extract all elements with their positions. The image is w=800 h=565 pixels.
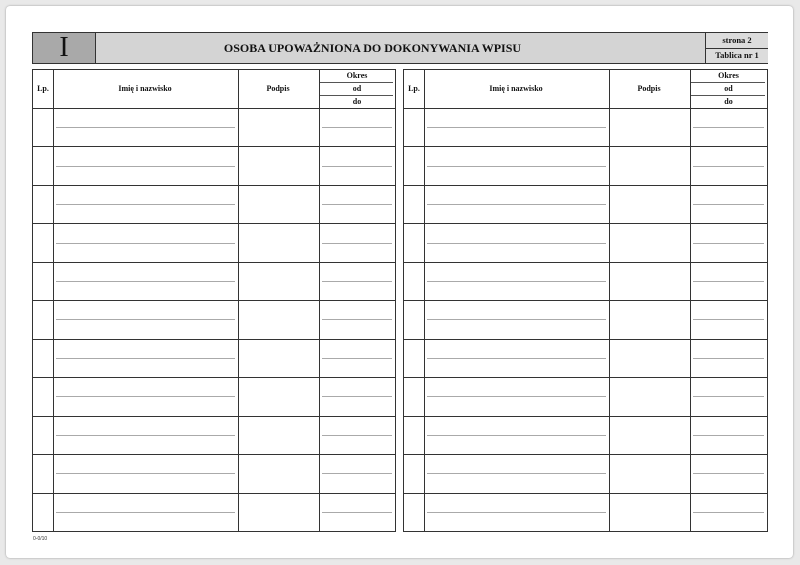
period-header-divider: [320, 95, 393, 96]
row-divider: [404, 493, 767, 494]
period-entry-line: [693, 204, 764, 205]
period-entry-line: [693, 396, 764, 397]
period-entry-line: [322, 243, 392, 244]
row-divider: [33, 300, 395, 301]
header-name: Imię i nazwisko: [489, 84, 543, 93]
name-entry-line: [427, 435, 606, 436]
period-entry-line: [322, 127, 392, 128]
header-page-info: [705, 33, 768, 63]
period-entry-line: [693, 358, 764, 359]
name-entry-line: [427, 281, 606, 282]
name-entry-line: [427, 166, 606, 167]
row-divider: [33, 185, 395, 186]
row-divider: [404, 146, 767, 147]
period-header-divider: [691, 82, 765, 83]
header-bottom-line: [33, 108, 395, 109]
name-entry-line: [56, 127, 235, 128]
page-number-label: strona 2: [706, 33, 768, 49]
header-from: od: [352, 84, 362, 93]
row-divider: [33, 454, 395, 455]
name-entry-line: [56, 243, 235, 244]
name-entry-line: [427, 396, 606, 397]
header-to: do: [724, 97, 733, 106]
period-entry-line: [322, 281, 392, 282]
name-entry-line: [427, 127, 606, 128]
row-divider: [404, 185, 767, 186]
row-divider: [33, 377, 395, 378]
row-divider: [404, 262, 767, 263]
row-divider: [33, 416, 395, 417]
name-entry-line: [56, 204, 235, 205]
name-entry-line: [56, 512, 235, 513]
name-entry-line: [56, 166, 235, 167]
form-code: 0-0/10: [33, 536, 48, 542]
name-entry-line: [56, 473, 235, 474]
name-entry-line: [427, 512, 606, 513]
name-entry-line: [56, 396, 235, 397]
period-entry-line: [693, 243, 764, 244]
header-lp: Lp.: [37, 84, 49, 93]
table-number-label: Tablica nr 1: [715, 50, 759, 60]
period-entry-line: [693, 435, 764, 436]
period-entry-line: [693, 281, 764, 282]
name-entry-line: [427, 319, 606, 320]
name-entry-line: [56, 435, 235, 436]
entries-table-right: [403, 69, 768, 532]
period-entry-line: [322, 166, 392, 167]
entries-table-left: [32, 69, 396, 532]
row-divider: [33, 339, 395, 340]
name-entry-line: [56, 358, 235, 359]
row-divider: [404, 339, 767, 340]
header-signature: Podpis: [637, 84, 661, 93]
row-divider: [404, 223, 767, 224]
header-to: do: [352, 97, 362, 106]
header-name: Imię i nazwisko: [118, 84, 172, 93]
row-divider: [33, 493, 395, 494]
period-entry-line: [693, 512, 764, 513]
row-divider: [404, 454, 767, 455]
form-title: OSOBA UPOWAŻNIONA DO DOKONYWANIA WPISU: [223, 41, 522, 55]
row-divider: [33, 146, 395, 147]
period-entry-line: [693, 166, 764, 167]
form-header: [32, 32, 768, 64]
period-entry-line: [322, 358, 392, 359]
header-from: od: [724, 84, 733, 93]
header-lp: Lp.: [408, 84, 420, 93]
name-entry-line: [56, 319, 235, 320]
name-entry-line: [56, 281, 235, 282]
name-entry-line: [427, 204, 606, 205]
period-entry-line: [322, 319, 392, 320]
name-entry-line: [427, 473, 606, 474]
row-divider: [33, 262, 395, 263]
period-header-divider: [691, 95, 765, 96]
header-bottom-line: [404, 108, 767, 109]
period-entry-line: [693, 319, 764, 320]
period-entry-line: [322, 512, 392, 513]
name-entry-line: [427, 358, 606, 359]
row-divider: [404, 416, 767, 417]
section-numeral: I: [33, 33, 96, 63]
name-entry-line: [427, 243, 606, 244]
header-signature: Podpis: [266, 84, 290, 93]
row-divider: [33, 223, 395, 224]
period-entry-line: [322, 473, 392, 474]
period-entry-line: [693, 473, 764, 474]
row-divider: [404, 377, 767, 378]
header-period: Okres: [718, 71, 739, 80]
period-entry-line: [322, 435, 392, 436]
period-entry-line: [693, 127, 764, 128]
period-entry-line: [322, 204, 392, 205]
period-header-divider: [320, 82, 393, 83]
header-period: Okres: [346, 71, 368, 80]
row-divider: [404, 300, 767, 301]
period-entry-line: [322, 396, 392, 397]
